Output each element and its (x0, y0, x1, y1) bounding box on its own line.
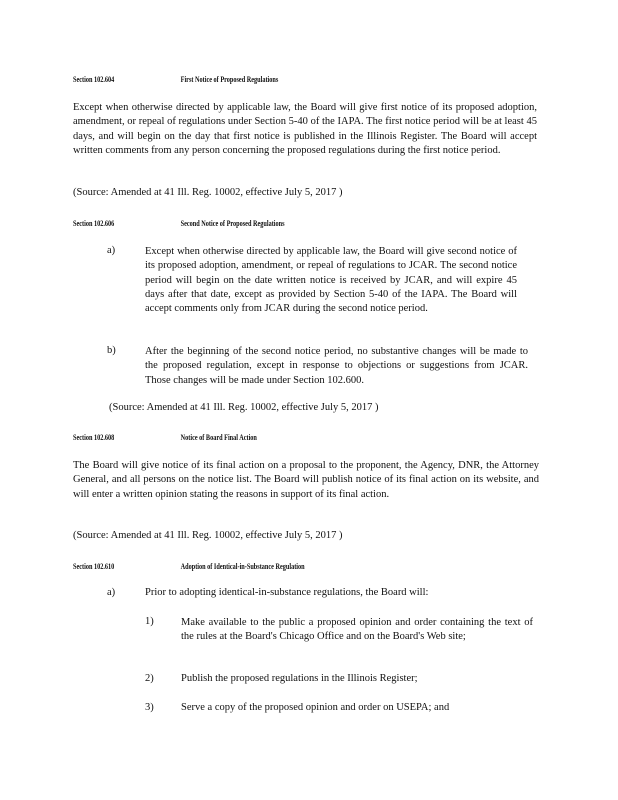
item-label: b) (107, 345, 116, 356)
item-text: Except when otherwise directed by applicable law, the Board will give second notice of its proposed adoption, amendment, or repeal of regulations to JCAR. The second notice period will begin on the date written notice is received by JCAR, and will expire 45 days after that date, except as provided by Section 5-40 of the IAPA. The Board will accept comments only from JCAR during the second notice period. (145, 246, 517, 315)
section-title: Second Notice of Proposed Regulations (180, 219, 285, 228)
subitem-label: 2) (145, 673, 154, 684)
section-number: Section 102.610 (73, 562, 115, 571)
section-body: The Board will give notice of its final action on a proposal to the proponent, the Agency, DNR, the Attorney General, and all persons on the notice list. The Board will publish notice of its final action on its website, and will enter a written opinion stating the reasons in support of its final action. (73, 460, 539, 500)
subitem-text: Make available to the public a proposed opinion and order containing the text of the rules at the Board's Chicago Office and on the Board's Web site; (181, 617, 533, 643)
item-text: Prior to adopting identical-in-substance regulations, the Board will: (145, 587, 429, 598)
subitem-text: Publish the proposed regulations in the Illinois Register; (181, 673, 418, 684)
section-heading (73, 75, 278, 84)
item-text: After the beginning of the second notice period, no substantive changes will be made to the proposed regulation, except in response to objections or suggestions from JCAR. Those changes will be made under Section 102.600. (145, 346, 528, 386)
item-label: a) (107, 587, 116, 598)
section-heading (73, 433, 257, 442)
section-heading (73, 562, 305, 571)
section-title: First Notice of Proposed Regulations (180, 75, 279, 84)
subitem-label: 1) (145, 616, 154, 627)
section-number: Section 102.606 (73, 219, 115, 228)
section-number: Section 102.608 (73, 433, 115, 442)
subitem-text: Serve a copy of the proposed opinion and order on USEPA; and (181, 702, 450, 713)
source-note: (Source: Amended at 41 Ill. Reg. 10002, effective July 5, 2017 ) (73, 530, 343, 541)
section-heading (73, 219, 285, 228)
subitem-label: 3) (145, 702, 154, 713)
section-body: Except when otherwise directed by applicable law, the Board will give first notice of its proposed adoption, amendment, or repeal of regulations under Section 5-40 of the IAPA. The first notice period will be at least 45 days, and will begin on the day that first notice is published in the Illinois Register. The Board will accept written comments from any person concerning the proposed regulations during the first notice period. (73, 102, 537, 156)
section-title: Notice of Board Final Action (180, 433, 257, 442)
section-title: Adoption of Identical-in-Substance Regulation (180, 562, 305, 571)
source-note: (Source: Amended at 41 Ill. Reg. 10002, effective July 5, 2017 ) (109, 402, 379, 413)
item-label: a) (107, 245, 116, 256)
section-number: Section 102.604 (73, 75, 115, 84)
source-note: (Source: Amended at 41 Ill. Reg. 10002, effective July 5, 2017 ) (73, 187, 343, 198)
